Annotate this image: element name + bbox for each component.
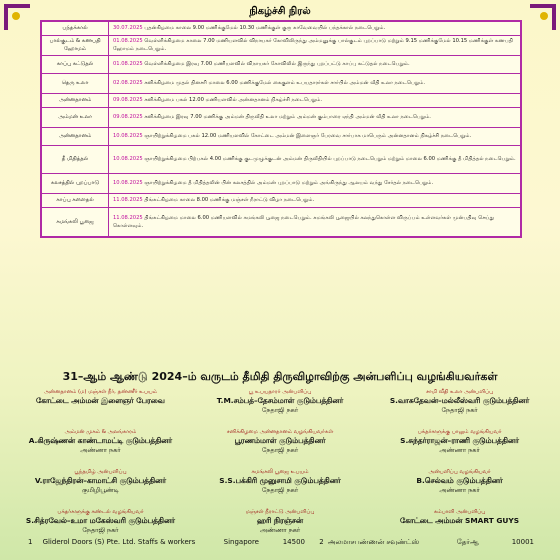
donor-entry — [192, 388, 369, 428]
donor-title: பக்தர்களுக்கு சுண்டல் வழங்கியவர் — [57, 509, 144, 515]
schedule-label: அன்னதானம் — [41, 93, 109, 107]
schedule-text — [109, 93, 522, 107]
donor-name: S.வாசுதேவன்–மல்லீஸ்வரி குடும்பத்தினர் — [389, 396, 530, 405]
donor-title: சனிக்கிழமை அன்னதானம் வழங்கியவர்கள் — [226, 429, 334, 435]
donor-entry — [12, 428, 189, 468]
schedule-text — [109, 193, 522, 207]
donor-row — [12, 388, 548, 428]
page-title: நிகழ்ச்சி நிரல் — [249, 6, 311, 17]
schedule-label: பந்தக்கால் — [41, 21, 109, 35]
schedule-row — [41, 173, 521, 193]
schedule-desc: வெள்ளிக்கிழமை இரவு 7.00 மணியளவில் விநாயகர் கோவிலில் இருந்து புறப்பட்டு காப்பு கட்டுதல் நடைபெறும். — [144, 61, 410, 67]
donor-title: அன்பளிப்பு வழங்கியவர் — [428, 469, 491, 475]
schedule-desc: புதன்கிழமை காலை 9.00 மணிக்குமேல் 10.30 மணிக்குள் குரு காவேவையில் பந்தக்கால் நடைபெறும். — [144, 25, 386, 32]
schedule-date: 09.08.2025 — [113, 114, 143, 120]
donor-row — [12, 428, 548, 468]
schedule-text — [109, 73, 522, 93]
schedule-row — [41, 73, 521, 93]
donor-place: நேதாஜி நகர் — [261, 406, 299, 414]
schedule-desc: திங்கட்கிழமை மாலை 6.00 மணியளவில் சுமங்கலி பூஜை நடைபெறும். சுமங்கலி பூஜையில் கலந்துகொள்ள விருப்பம் உள்ளவர்கள் முன்பதிவு செய்து கொள்ளவும். — [113, 214, 495, 229]
schedule-desc: திங்கட்கிழமை காலை 8.00 மணிக்கு மஞ்சள் நீராட்டு விழா நடைபெறும். — [144, 197, 315, 203]
donor-banner: 31–ஆம் ஆண்டு 2024–ம் வருடம் தீமிதி திருவிழாவிற்கு அன்பளிப்பு வழங்கியவர்கள் — [62, 370, 498, 383]
donor-title: கம்பாளி அன்பளிப்பு — [433, 509, 486, 515]
schedule-row — [41, 93, 521, 107]
donor-place: நேதாஜி நகர் — [261, 486, 299, 494]
donor-name: ஹரி நிரஞ்சன் — [256, 516, 304, 525]
donor-place: அண்ணா நகர் — [259, 526, 301, 534]
donation-no: 2 — [319, 538, 324, 546]
schedule-date: 09.08.2025 — [113, 97, 143, 103]
donation-name: Gliderol Doors (S) Pte. Ltd. Staffs & workers — [42, 538, 196, 546]
schedule-text — [109, 127, 522, 145]
schedule-text — [109, 107, 522, 127]
donor-entry — [371, 468, 548, 508]
donation-table — [26, 537, 536, 547]
schedule-label: தெரு உலா — [41, 73, 109, 93]
schedule-row — [41, 145, 521, 173]
schedule-date: 01.08.2025 — [113, 38, 143, 44]
donor-entry — [12, 468, 189, 508]
schedule-row — [41, 127, 521, 145]
donor-place: அண்ணா நகர் — [439, 446, 480, 454]
schedule-label: காப்பு கட்டுதல் — [41, 55, 109, 73]
donor-name: S.S.பக்கிரி முனுசாமி குடும்பத்தினர் — [219, 476, 341, 485]
donation-amount: 14500 — [282, 538, 305, 546]
donor-entry — [12, 388, 189, 428]
donor-list — [12, 388, 548, 548]
donor-title: பூ உபயதாரர் அன்பளிப்பு — [248, 389, 312, 395]
schedule-label: அம்மன் உலா — [41, 107, 109, 127]
donor-entry — [192, 468, 369, 508]
schedule-date: 10.08.2025 — [113, 156, 143, 162]
donor-title: பக்தர்களுக்கு பாலும் வழங்கியவர் — [417, 429, 502, 435]
schedule-row — [41, 207, 521, 237]
schedule-text — [109, 55, 522, 73]
donation-place: தேர்ஆ — [456, 538, 479, 546]
schedule-date: 11.08.2025 — [113, 214, 143, 221]
schedule-desc: சனிக்கிழமை இரவு 7.00 மணிக்கு அம்மன் திருவீதி உலா மற்றும் அம்மன் கும்பாரை ஏந்தி அம்மன் வீதி உலா நடைபெறும். — [144, 114, 431, 120]
donor-name: S.சுந்தர்ராஜன்–ராணி குடும்பத்தினர் — [400, 436, 519, 445]
schedule-desc: ஞாயிற்றுக்கிழமை தீ மிதித்தலின் பின் கலசத்தில் அம்மன் புறப்பாடு மற்றும் அங்கிருந்து ஆலயம் வந்து சேர்தல் நடைபெறும். — [144, 180, 434, 186]
donation-amount: 10001 — [511, 538, 534, 546]
schedule-label: அன்னதானம் — [41, 127, 109, 145]
schedule-desc: வெள்ளிக்கிழமை காலை 7.00 மணியளவில் விநாயகர் கோவிலிருந்து அம்மனுக்கு பால்குடம் புறப்பாடு மற்றும் 9.15 மணிக்குமேல் 10.15 மணிக்குள் கணபதி ஹோமம் நடைபெறும். — [113, 38, 513, 52]
donor-name: V.ராஜேந்திரன்–காமாட்சி குடும்பத்தினர் — [34, 476, 167, 485]
donation-name: அலமாசபண்ணன் சவுண்ட்ஸ் — [327, 538, 420, 546]
donor-entry — [371, 388, 548, 428]
donor-place: நேதாஜி நகர் — [261, 446, 299, 454]
schedule-desc: ஞாயிற்றுக்கிழமை பகல் 12.00 மணியளவில் கோட்டை அம்மன் இளைஞர் பேரவை சார்பாக மாபெரும் அன்னதானம் நிகழ்ச்சி நடைபெறும். — [144, 133, 472, 139]
schedule-text — [109, 35, 522, 55]
schedule-date: 10.08.2025 — [113, 180, 143, 186]
donor-name: T.M.சம்பத்–தேசம்மாள் குடும்பத்தினர் — [216, 396, 344, 405]
donor-place: நேதாஜி நகர் — [441, 406, 478, 414]
donation-row — [26, 537, 536, 547]
schedule-label: கலசத்தில் புறப்பாடு — [41, 173, 109, 193]
schedule-table — [40, 20, 522, 238]
schedule-text — [109, 21, 522, 35]
donor-name: A.கிருஷ்ணன் காண்டாமட்டி குடும்பத்தினர் — [28, 436, 173, 445]
schedule-text — [109, 173, 522, 193]
donor-place: அண்ணா நகர் — [439, 486, 480, 494]
donor-entry — [371, 428, 548, 468]
donation-place: Singapore — [223, 538, 259, 546]
schedule-date: 30.07.2025 — [113, 25, 143, 32]
donor-title: மஞ்சள் நீராட்டு அன்பளிப்பு — [245, 509, 315, 515]
schedule-row — [41, 193, 521, 207]
schedule-date: 10.08.2025 — [113, 133, 143, 139]
schedule-desc: ஞாயிற்றுக்கிழமை பிற்பகல் 4.00 மணிக்கு குடமுழுக்குடன் அம்மன் திருவீதியில் புறப்பாடு நடைபெறும் மற்றும் மாலை 6.00 மணிக்கு தீ மிதித்தல் நடைபெறும். — [144, 156, 516, 162]
donor-title: அன்னதானம் (ம) மஞ்சள் நீர், தண்ணீர் உபயம் — [43, 389, 157, 395]
schedule-text — [109, 145, 522, 173]
donor-name: கோட்டை அம்மன் இளைஞர் பேரவை — [36, 396, 165, 405]
schedule-label: தீ மிதித்தல் — [41, 145, 109, 173]
schedule-label: காப்பு களைதல் — [41, 193, 109, 207]
schedule-label: பால்குடம் & கணபதி ஹோமம் — [41, 35, 109, 55]
schedule-label: சுமங்கலி பூஜை — [41, 207, 109, 237]
schedule-text — [109, 207, 522, 237]
donor-title: அம்மன் முகம் & அலங்காரம் — [64, 429, 137, 435]
donor-title: சுமங்கலி பூஜை உபயம் — [251, 469, 309, 475]
donor-name: கோட்டை அம்மன் SMART GUYS — [399, 516, 520, 525]
donor-place: அண்ணா நகர் — [80, 446, 121, 454]
donor-place: நேதாஜி நகர் — [82, 526, 119, 534]
schedule-row — [41, 21, 521, 35]
donor-place: குமிழிபூண்டி — [82, 486, 119, 494]
schedule-date: 01.08.2025 — [113, 61, 143, 67]
donor-name: பூரணம்மாள் குடும்பத்தினர் — [234, 436, 326, 445]
donor-title: சாமி வீதி உலா அன்பளிப்பு — [425, 389, 494, 395]
donation-no: 1 — [28, 538, 33, 546]
schedule-date: 02.08.2025 — [113, 80, 143, 86]
schedule-row — [41, 55, 521, 73]
schedule-date: 11.08.2025 — [113, 197, 143, 203]
schedule-desc: சனிக்கிழமை முதல் தினசரி மாலை 6.00 மணிக்குமேல் கைகுளம் உபயதாரர்கள் சார்பில் அம்மன் வீதி உலா நடைபெறும். — [144, 80, 425, 86]
schedule-row — [41, 107, 521, 127]
donor-row — [12, 468, 548, 508]
donor-name: S.சித்ரவேல்–உமா மகேஸ்வரி குடும்பத்தினர் — [25, 516, 175, 525]
schedule-desc: சனிக்கிழமை பகல் 12.00 மணியளவில் அன்னதானம் நிகழ்ச்சி நடைபெறும். — [144, 97, 322, 103]
donor-name: B.செல்வம் குடும்பத்தினர் — [416, 476, 503, 485]
donor-entry — [192, 428, 369, 468]
schedule-row — [41, 35, 521, 55]
donor-title: பூந்தமிழ் அன்பளிப்பு — [74, 469, 127, 475]
